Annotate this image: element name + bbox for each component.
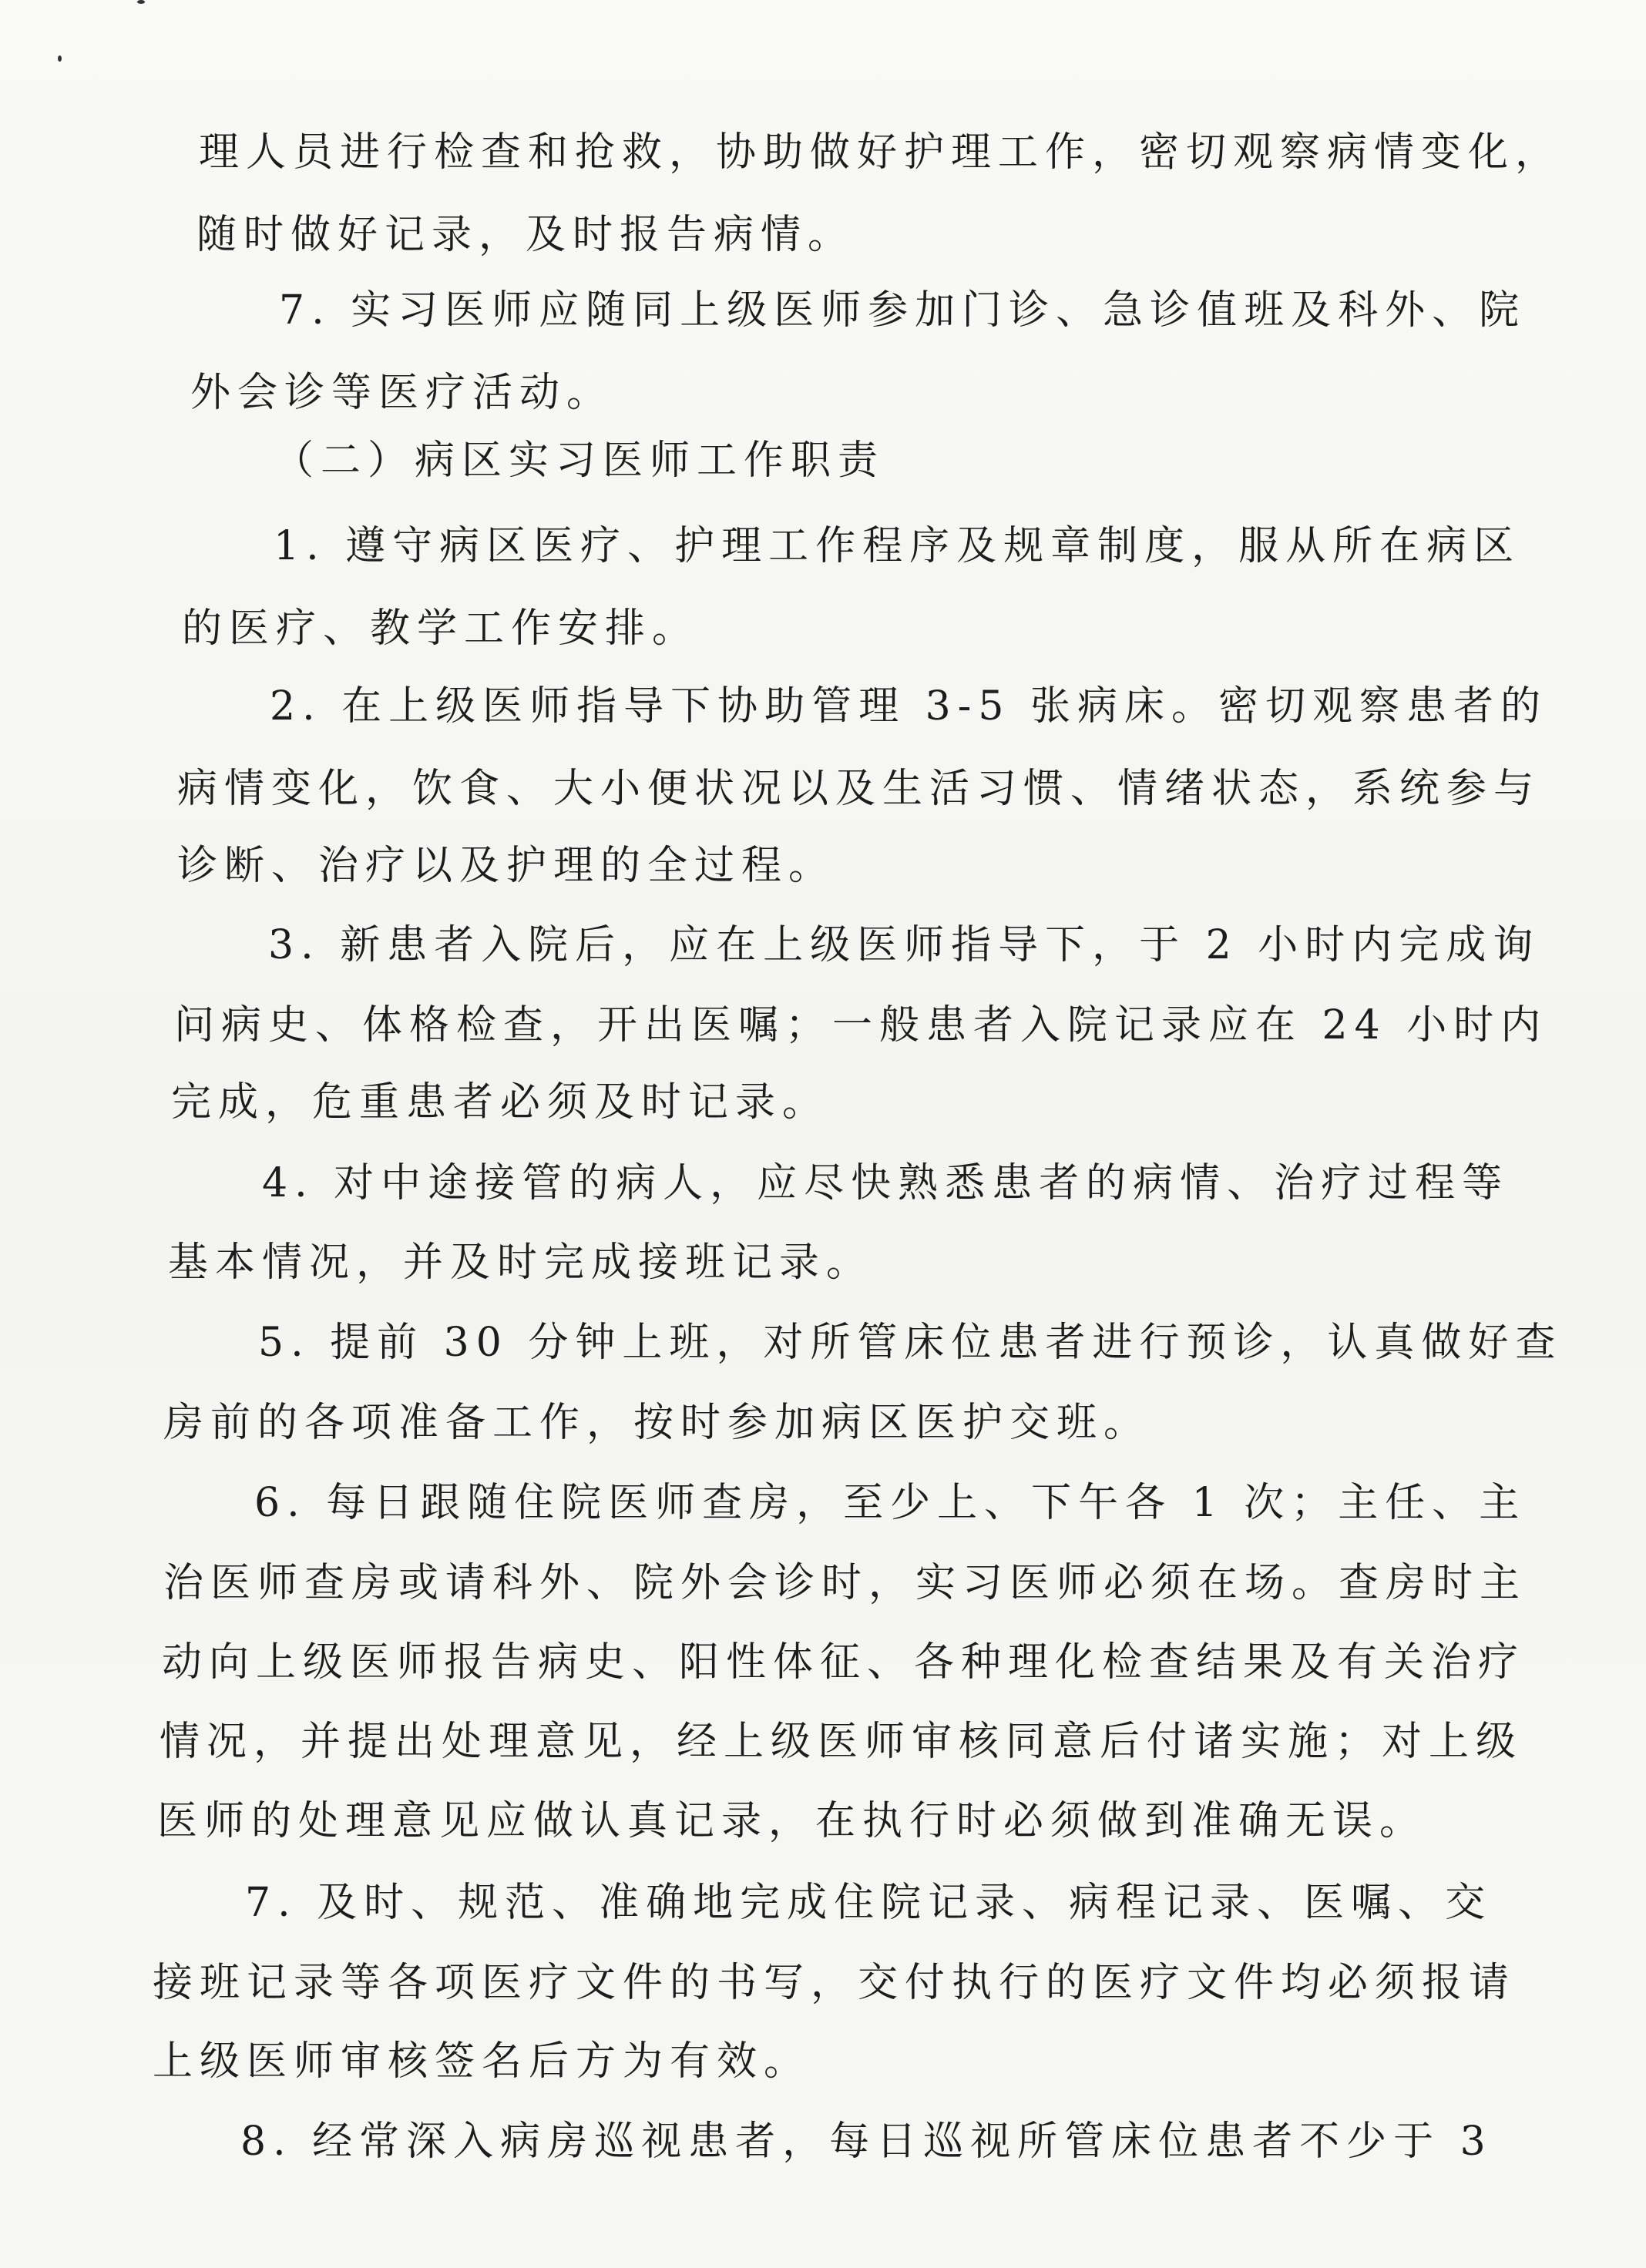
text-line: 6. 每日跟随住院医师查房，至少上、下午各 1 次；主任、主 — [254, 1480, 1527, 1526]
text-line: 随时做好记录，及时报告病情。 — [197, 212, 855, 258]
text-line: 5. 提前 30 分钟上班，对所管床位患者进行预诊，认真做好查 — [258, 1320, 1563, 1366]
text-line: 动向上级医师报告病史、阳性体征、各种理化检查结果及有关治疗 — [162, 1639, 1526, 1686]
text-line: 诊断、治疗以及护理的全过程。 — [177, 843, 836, 889]
text-line: 医师的处理意见应做认真记录，在执行时必须做到准确无误。 — [157, 1798, 1427, 1844]
scan-speck — [137, 0, 145, 4]
section-heading-text: （二）病区实习医师工作职责 — [274, 438, 885, 484]
scan-speck — [58, 55, 62, 62]
text-line: 2. 在上级医师指导下协助管理 3-5 张病床。密切观察患者的 — [270, 683, 1547, 730]
text-line: 7. 及时、规范、准确地完成住院记录、病程记录、医嘱、交 — [245, 1880, 1493, 1926]
text-line: 完成，危重患者必须及时记录。 — [171, 1079, 830, 1126]
text-line: 情况，并提出处理意见，经上级医师审核同意后付诸实施；对上级 — [160, 1719, 1523, 1765]
text-line: 1. 遵守病区医疗、护理工作程序及规章制度，服从所在病区 — [274, 523, 1521, 569]
text-line: 8. 经常深入病房巡视患者，每日巡视所管床位患者不少于 3 — [240, 2119, 1493, 2165]
text-line: 问病史、体格检查，开出医嘱；一般患者入院记录应在 24 小时内 — [174, 1002, 1548, 1048]
text-line: 病情变化，饮食、大小便状况以及生活习惯、情绪状态，系统参与 — [177, 766, 1541, 812]
text-line: 基本情况，并及时完成接班记录。 — [168, 1240, 874, 1286]
text-line: 上级医师审核签名后方为有效。 — [153, 2038, 811, 2085]
text-line: 理人员进行检查和抢救，协助做好护理工作，密切观察病情变化， — [199, 129, 1563, 176]
text-line: 7. 实习医师应随同上级医师参加门诊、急诊值班及科外、院 — [279, 287, 1527, 334]
text-line: 治医师查房或请科外、院外会诊时，实习医师必须在场。查房时主 — [163, 1560, 1527, 1606]
text-line: 4. 对中途接管的病人，应尽快熟悉患者的病情、治疗过程等 — [262, 1160, 1510, 1206]
text-line: 的医疗、教学工作安排。 — [182, 606, 700, 652]
text-line: 3. 新患者入院后，应在上级医师指导下，于 2 小时内完成询 — [268, 922, 1540, 968]
text-line: 接班记录等各项医疗文件的书写，交付执行的医疗文件均必须报请 — [153, 1960, 1517, 2006]
text-line: 房前的各项准备工作，按时参加病区医护交班。 — [163, 1400, 1151, 1446]
text-line: 外会诊等医疗活动。 — [190, 370, 614, 416]
